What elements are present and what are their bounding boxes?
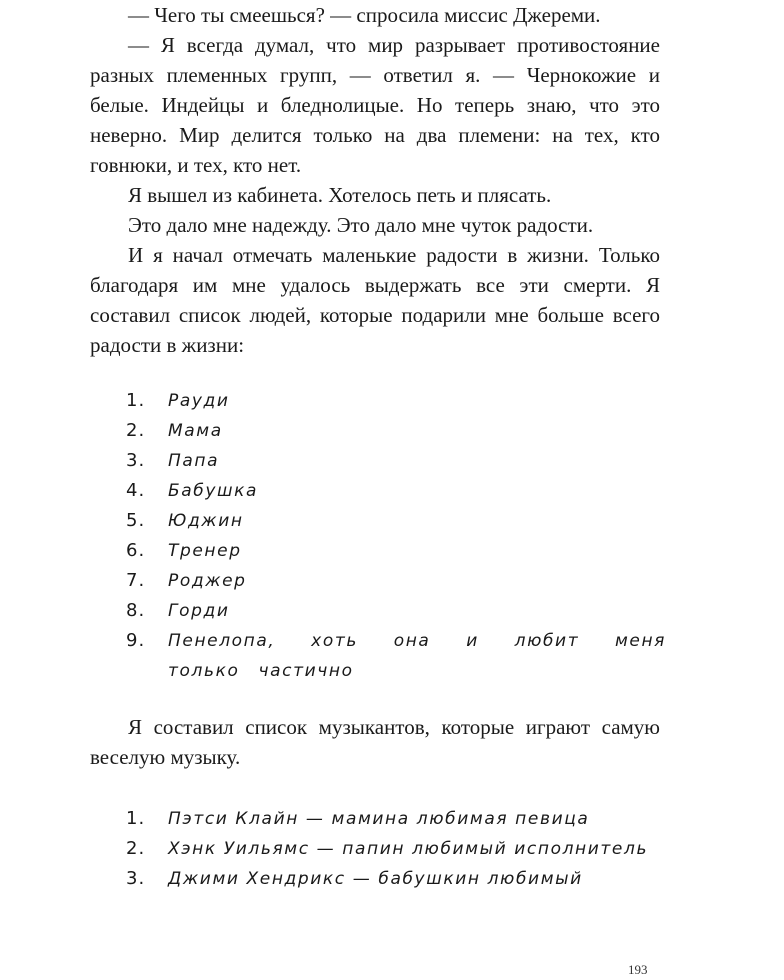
people-list (126, 386, 666, 686)
list-text: Юджин (168, 511, 244, 531)
list-text: Папа (168, 451, 220, 471)
paragraph-5: И я начал отмечать маленькие радости в жизни. Только благодаря им мне удалось выдержать все эти смерти. Я составил список людей, которые подарили мне больше всего радости в жизни: (90, 243, 660, 357)
list-item (126, 864, 666, 894)
book-page (90, 0, 666, 980)
list-item (126, 566, 666, 596)
list-text: Тренер (168, 541, 242, 561)
list-item (126, 834, 666, 864)
list-number: 7. (126, 570, 146, 591)
list-item (126, 804, 666, 834)
list-number: 1. (126, 808, 146, 829)
paragraph-4: Это дало мне надежду. Это дало мне чуток радости. (128, 213, 594, 237)
list-text: Бабушка (168, 481, 259, 501)
list-number: 5. (126, 510, 146, 531)
musicians-intro-block (90, 712, 660, 772)
list-text: Пенелопа, хоть она и любит меня только частично (168, 631, 666, 681)
list-item (126, 386, 666, 416)
list-number: 9. (126, 630, 146, 651)
list-item (126, 416, 666, 446)
paragraph-1: — Чего ты смеешься? — спросила миссис Джереми. (128, 3, 601, 27)
list-number: 3. (126, 450, 146, 471)
list-item (126, 626, 666, 686)
list-number: 4. (126, 480, 146, 501)
list-text: Пэтси Клайн — мамина любимая певица (168, 809, 590, 829)
list-item (126, 446, 666, 476)
list-text: Джими Хендрикс — бабушкин любимый (168, 869, 583, 889)
list-text: Рауди (168, 391, 230, 411)
list-number: 2. (126, 420, 146, 441)
opening-text (90, 0, 660, 360)
list-number: 8. (126, 600, 146, 621)
list-item (126, 596, 666, 626)
list-item (126, 506, 666, 536)
list-number: 2. (126, 838, 146, 859)
paragraph-musicians-intro: Я составил список музыкантов, которые играют самую веселую музыку. (90, 715, 660, 769)
list-item (126, 536, 666, 566)
list-number: 6. (126, 540, 146, 561)
paragraph-3: Я вышел из кабинета. Хотелось петь и плясать. (128, 183, 552, 207)
musicians-list (126, 804, 666, 894)
list-number: 1. (126, 390, 146, 411)
list-text: Роджер (168, 571, 247, 591)
list-item (126, 476, 666, 506)
paragraph-2: — Я всегда думал, что мир разрывает противостояние разных племенных групп, — ответил я. — Чернокожие и белые. Индейцы и бледнолицые. Но теперь знаю, что это неверно. Мир делится только на два племени: на тех, кто говнюки, и тех, кто нет. (90, 33, 660, 177)
list-text: Хэнк Уильямс — папин любимый исполнитель (168, 839, 649, 859)
list-text: Мама (168, 421, 223, 441)
list-text: Горди (168, 601, 230, 621)
list-number: 3. (126, 868, 146, 889)
page-number: 193 (628, 962, 648, 977)
